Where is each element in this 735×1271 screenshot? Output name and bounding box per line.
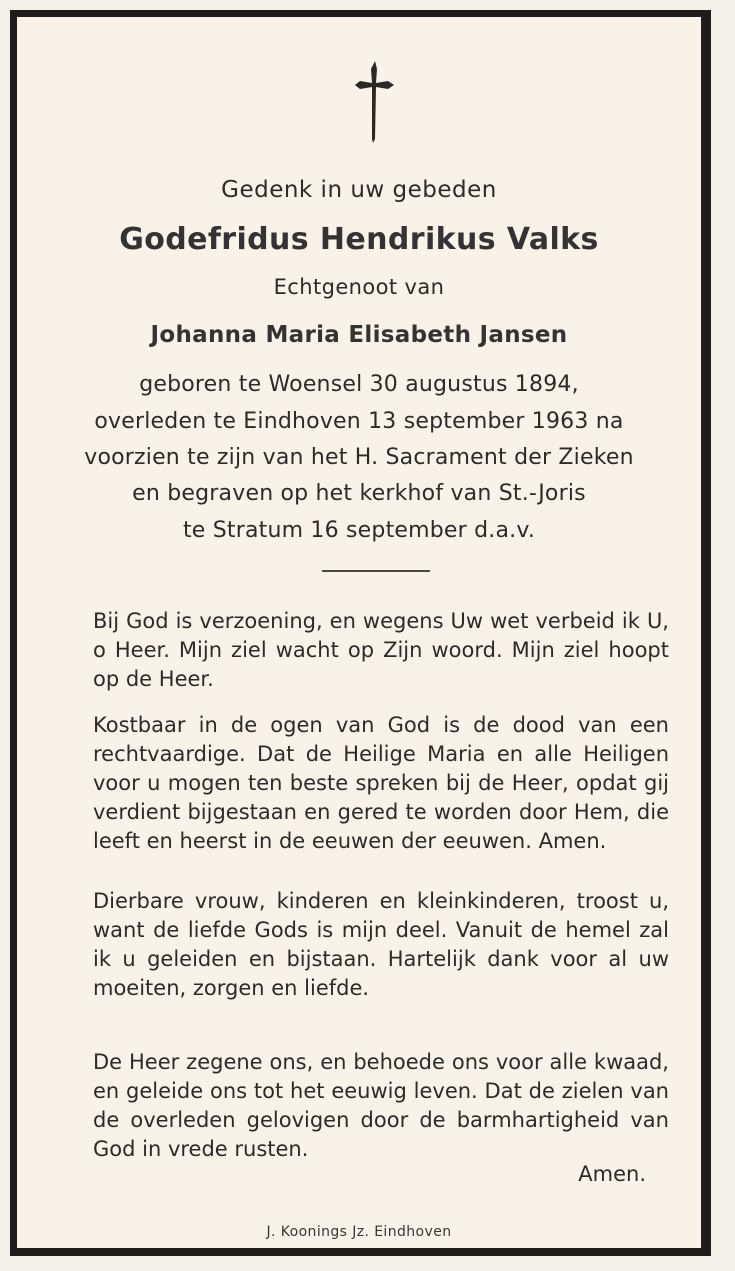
bio-line: en begraven op het kerkhof van St.-Joris [132,481,586,506]
spouse-name: Johanna Maria Elisabeth Jansen [150,322,568,348]
bio-line: overleden te Eindhoven 13 september 1963 na [94,409,624,434]
spouse-label: Echtgenoot van [273,275,445,299]
closing-amen: Amen. [578,1162,646,1186]
cross-icon [355,59,395,144]
prayer-paragraph: De Heer zegene ons, en behoede ons voor alle kwaad, en geleide ons tot het eeuwig leven. Dat de zielen van de overleden gelovigen door de barmhartigheid van God in vrede rusten. [93,1050,669,1161]
bio-line: voorzien te zijn van het H. Sacrament der Zieken [84,445,634,470]
remember-line: Gedenk in uw gebeden [221,177,497,203]
memorial-card [10,10,711,1256]
deceased-name: Godefridus Hendrikus Valks [119,222,599,257]
prayer-paragraph: Dierbare vrouw, kinderen en kleinkinderen, troost u, want de liefde Gods is mijn deel. Vanuit de hemel zal ik u geleiden en bijstaan. Hartelijk dank voor al uw moeiten, zorgen en liefde. [93,889,669,1000]
bio-line: te Stratum 16 september d.a.v. [182,518,536,543]
bio-line: geboren te Woensel 30 augustus 1894, [139,372,579,397]
divider [322,570,430,572]
prayer-paragraph: Kostbaar in de ogen van God is de dood van een rechtvaardige. Dat de Heilige Maria en alle Heiligen voor u mogen ten beste spreken bij de Heer, opdat gij verdient bijgestaan en gered te worden door Hem, die leeft en heerst in de eeuwen der eeuwen. Amen. [93,713,669,853]
printer-credit: J. Koonings Jz. Eindhoven [266,1224,452,1240]
prayer-paragraph: Bij God is verzoening, en wegens Uw wet verbeid ik U, o Heer. Mijn ziel wacht op Zijn woord. Mijn ziel hoopt op de Heer. [93,609,669,691]
